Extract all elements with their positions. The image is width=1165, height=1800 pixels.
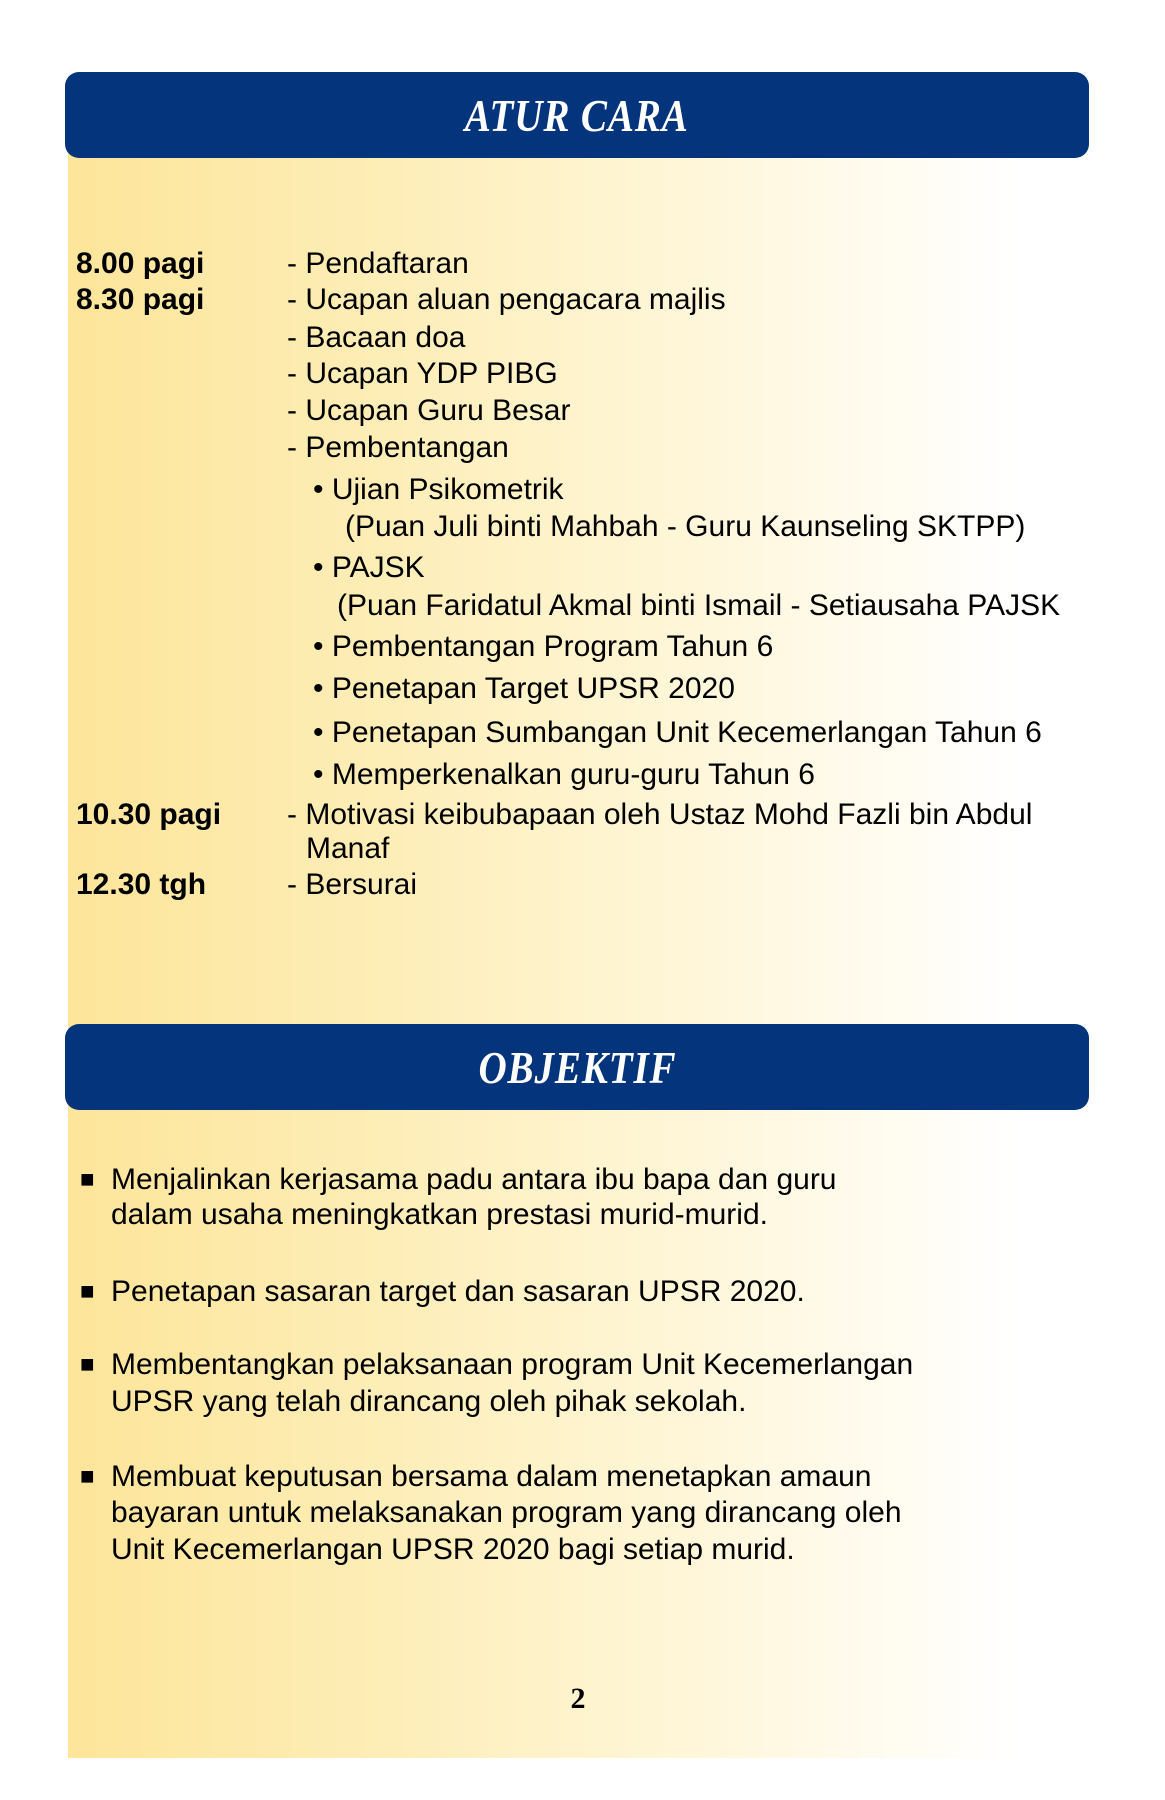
schedule-item: - Bersurai xyxy=(287,868,418,901)
schedule-item: - Ucapan YDP PIBG xyxy=(287,357,558,390)
sub-item: • Pembentangan Program Tahun 6 xyxy=(313,630,774,663)
atur-cara-header xyxy=(65,72,1089,158)
schedule-item: - Pendaftaran xyxy=(287,247,469,280)
sub-item: • Memperkenalkan guru-guru Tahun 6 xyxy=(313,758,815,791)
page-number: 2 xyxy=(570,1682,586,1715)
objektif-title: OBJEKTIF xyxy=(477,1041,676,1093)
sub-item: • PAJSK xyxy=(313,551,425,584)
schedule-item: - Motivasi keibubapaan oleh Ustaz Mohd Fazli bin Abdul xyxy=(287,798,1033,831)
objective-line: Membuat keputusan bersama dalam menetapkan amaun xyxy=(111,1460,872,1493)
objective-line: Unit Kecemerlangan UPSR 2020 bagi setiap murid. xyxy=(111,1533,795,1566)
schedule-time: 8.00 pagi xyxy=(76,247,205,280)
atur-cara-title: ATUR CARA xyxy=(465,89,689,141)
schedule-item-cont: Manaf xyxy=(306,832,390,865)
objective-line: UPSR yang telah dirancang oleh pihak sekolah. xyxy=(111,1385,747,1418)
sub-item: • Ujian Psikometrik xyxy=(313,473,564,506)
square-bullet-icon: ■ xyxy=(80,1351,95,1378)
schedule-time: 10.30 pagi xyxy=(76,798,222,831)
schedule-item: - Pembentangan xyxy=(287,431,509,464)
schedule-time: 8.30 pagi xyxy=(76,283,205,316)
sub-item: • Penetapan Sumbangan Unit Kecemerlangan Tahun 6 xyxy=(313,716,1042,749)
square-bullet-icon: ■ xyxy=(80,1278,95,1305)
objective-line: Penetapan sasaran target dan sasaran UPSR 2020. xyxy=(111,1275,805,1308)
sub-item: • Penetapan Target UPSR 2020 xyxy=(313,672,735,705)
sub-item-note: (Puan Juli binti Mahbah - Guru Kaunseling SKTPP) xyxy=(345,510,1026,543)
objective-line: dalam usaha meningkatkan prestasi murid-murid. xyxy=(111,1198,768,1231)
objektif-header xyxy=(65,1024,1089,1110)
objective-line: Membentangkan pelaksanaan program Unit Kecemerlangan xyxy=(111,1348,914,1381)
objective-line: bayaran untuk melaksanakan program yang dirancang oleh xyxy=(111,1496,902,1529)
schedule-item: - Bacaan doa xyxy=(287,321,466,354)
objective-line: Menjalinkan kerjasama padu antara ibu bapa dan guru xyxy=(111,1163,837,1196)
schedule-time: 12.30 tgh xyxy=(76,868,207,901)
square-bullet-icon: ■ xyxy=(80,1463,95,1490)
schedule-item: - Ucapan aluan pengacara majlis xyxy=(287,283,726,316)
square-bullet-icon: ■ xyxy=(80,1166,95,1193)
schedule-item: - Ucapan Guru Besar xyxy=(287,394,571,427)
sub-item-note: (Puan Faridatul Akmal binti Ismail - Setiausaha PAJSK xyxy=(337,589,1061,622)
